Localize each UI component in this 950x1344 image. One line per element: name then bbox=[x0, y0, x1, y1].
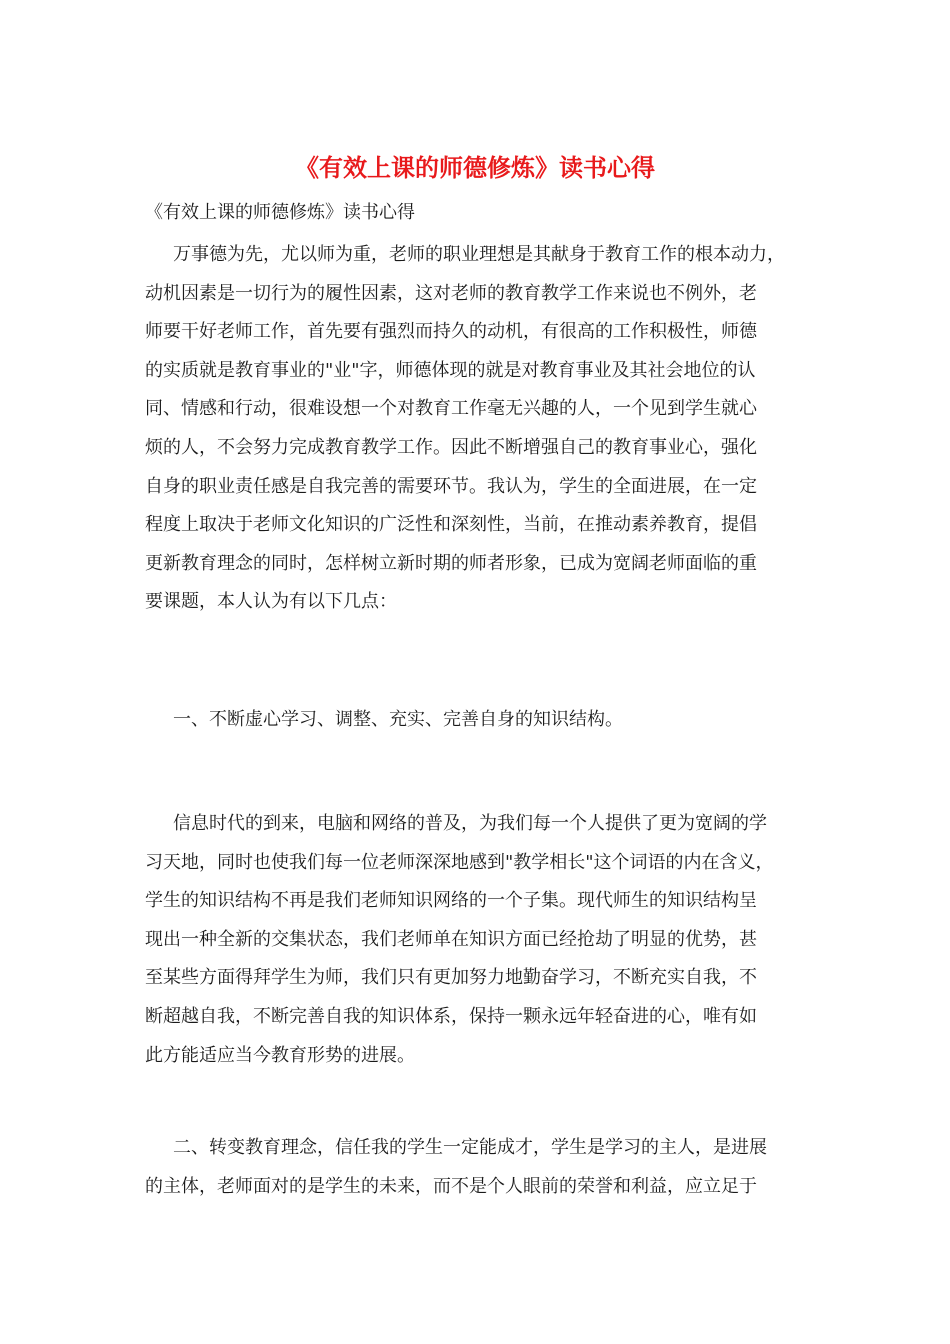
heading-line: 一、不断虚心学习、调整、充实、完善自身的知识结构。 bbox=[173, 709, 623, 730]
paragraph-line: 至某些方面得拜学生为师，我们只有更加努力地勤奋学习，不断充实自我，不 bbox=[145, 967, 757, 989]
paragraph-line: 断超越自我，不断完善自我的知识体系，保持一颗永远年轻奋进的心，唯有如 bbox=[145, 1005, 757, 1027]
paragraph-line: 此方能适应当今教育形势的进展。 bbox=[145, 1044, 415, 1066]
paragraph-line: 的主体，老师面对的是学生的未来，而不是个人眼前的荣誉和利益，应立足于 bbox=[145, 1175, 757, 1197]
paragraph-line: 学生的知识结构不再是我们老师知识网络的一个子集。现代师生的知识结构呈 bbox=[145, 890, 757, 912]
document-subtitle: 《有效上课的师德修炼》读书心得 bbox=[145, 202, 415, 223]
paragraph-line: 更新教育理念的同时，怎样树立新时期的师者形象，已成为宽阔老师面临的重 bbox=[145, 552, 757, 574]
paragraph-line: 万事德为先，尤以师为重，老师的职业理想是其献身于教育工作的根本动力， bbox=[173, 244, 785, 265]
paragraph-line: 同、情感和行动，很难设想一个对教育工作毫无兴趣的人，一个见到学生就心 bbox=[145, 398, 757, 420]
paragraph-line: 师要干好老师工作，首先要有强烈而持久的动机，有很高的工作积极性，师德 bbox=[145, 321, 757, 343]
paragraph-intro bbox=[145, 236, 815, 622]
section-heading-1 bbox=[145, 701, 815, 740]
paragraph-line: 程度上取决于老师文化知识的广泛性和深刻性，当前，在推动素养教育，提倡 bbox=[145, 514, 757, 536]
paragraph-line: 现出一种全新的交集状态，我们老师单在知识方面已经抢劫了明显的优势，甚 bbox=[145, 928, 757, 950]
paragraph-line: 自身的职业责任感是自我完善的需要环节。我认为，学生的全面进展，在一定 bbox=[145, 475, 757, 497]
paragraph-line: 信息时代的到来，电脑和网络的普及，为我们每一个人提供了更为宽阔的学 bbox=[173, 813, 767, 834]
paragraph-line: 要课题，本人认为有以下几点： bbox=[145, 591, 397, 613]
paragraph-line: 的实质就是教育事业的"业"字，师德体现的就是对教育事业及其社会地位的认 bbox=[145, 359, 756, 381]
paragraph-line: 动机因素是一切行为的履性因素，这对老师的教育教学工作来说也不例外，老 bbox=[145, 282, 757, 304]
paragraph-line: 习天地，同时也使我们每一位老师深深地感到"教学相长"这个词语的内在含义， bbox=[145, 851, 774, 873]
document-title: 《有效上课的师德修炼》读书心得 bbox=[295, 153, 655, 182]
paragraph-section-1 bbox=[145, 805, 815, 1075]
paragraph-section-2 bbox=[145, 1129, 815, 1206]
paragraph-line: 烦的人，不会努力完成教育教学工作。因此不断增强自己的教育事业心，强化 bbox=[145, 436, 757, 458]
paragraph-line: 二、转变教育理念，信任我的学生一定能成才，学生是学习的主人，是进展 bbox=[173, 1137, 767, 1158]
